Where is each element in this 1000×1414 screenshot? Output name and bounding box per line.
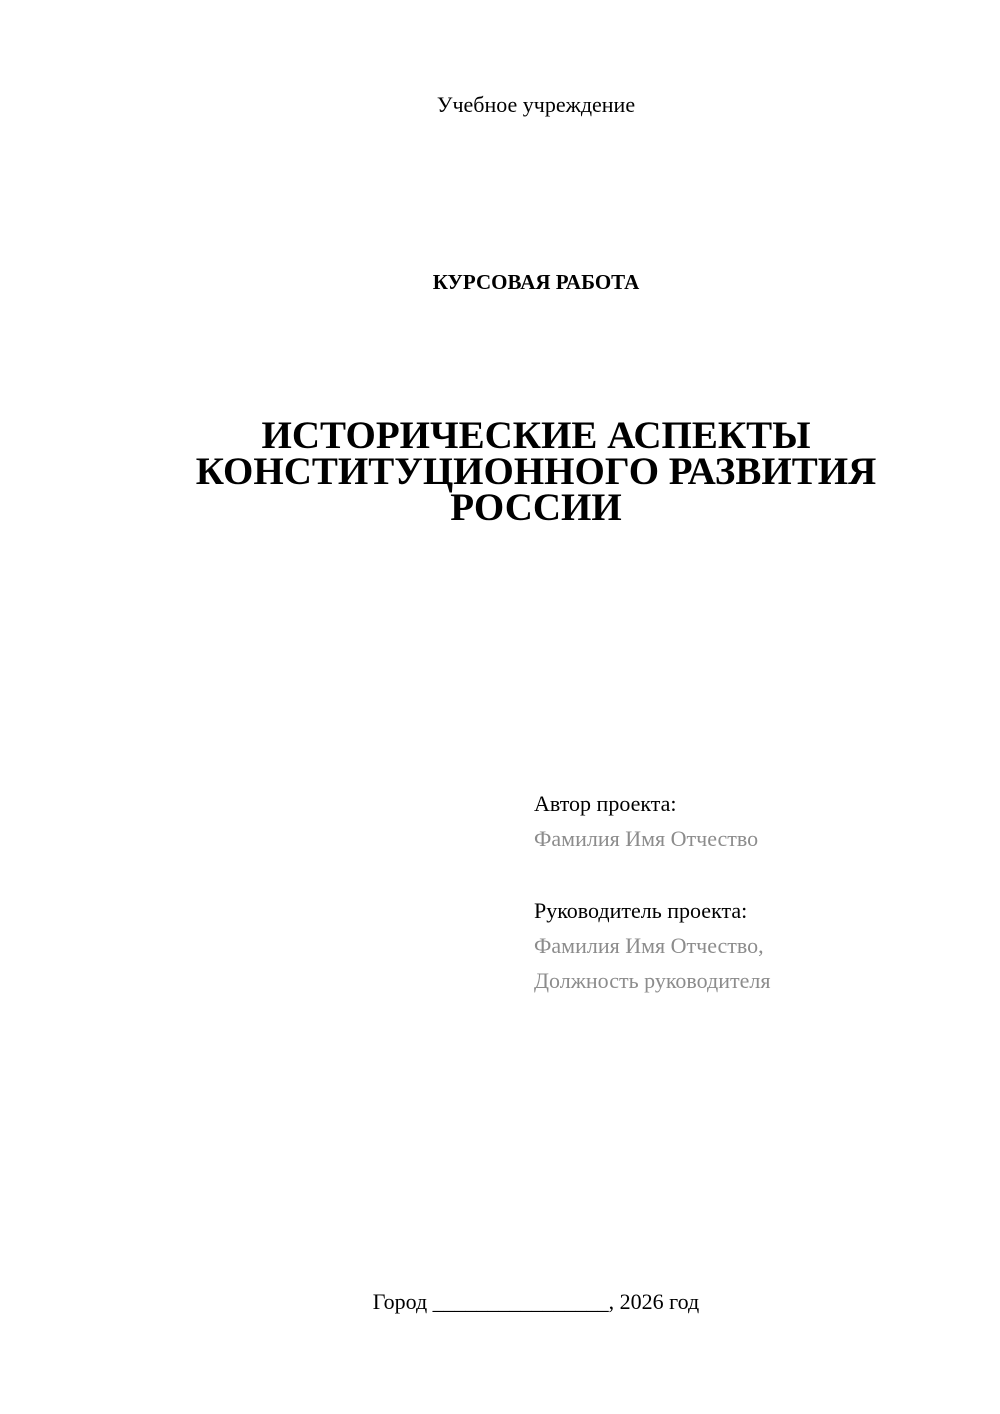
supervisor-block <box>534 893 974 998</box>
work-type-heading: КУРСОВАЯ РАБОТА <box>432 270 640 294</box>
author-name: Фамилия Имя Отчество <box>534 826 759 851</box>
title-line: РОССИИ <box>450 486 622 529</box>
city-year-line: Город ________________, 2026 год <box>372 1289 700 1314</box>
institution-name: Учебное учреждение <box>436 92 636 117</box>
title-line: ИСТОРИЧЕСКИЕ АСПЕКТЫ <box>261 414 811 457</box>
supervisor-label: Руководитель проекта: <box>534 898 748 923</box>
author-block <box>534 786 974 856</box>
author-label: Автор проекта: <box>534 791 677 816</box>
supervisor-position: Должность руководителя <box>534 968 771 993</box>
supervisor-name: Фамилия Имя Отчество, <box>534 933 764 958</box>
document-title <box>150 414 922 529</box>
title-line: КОНСТИТУЦИОННОГО РАЗВИТИЯ <box>195 450 877 493</box>
